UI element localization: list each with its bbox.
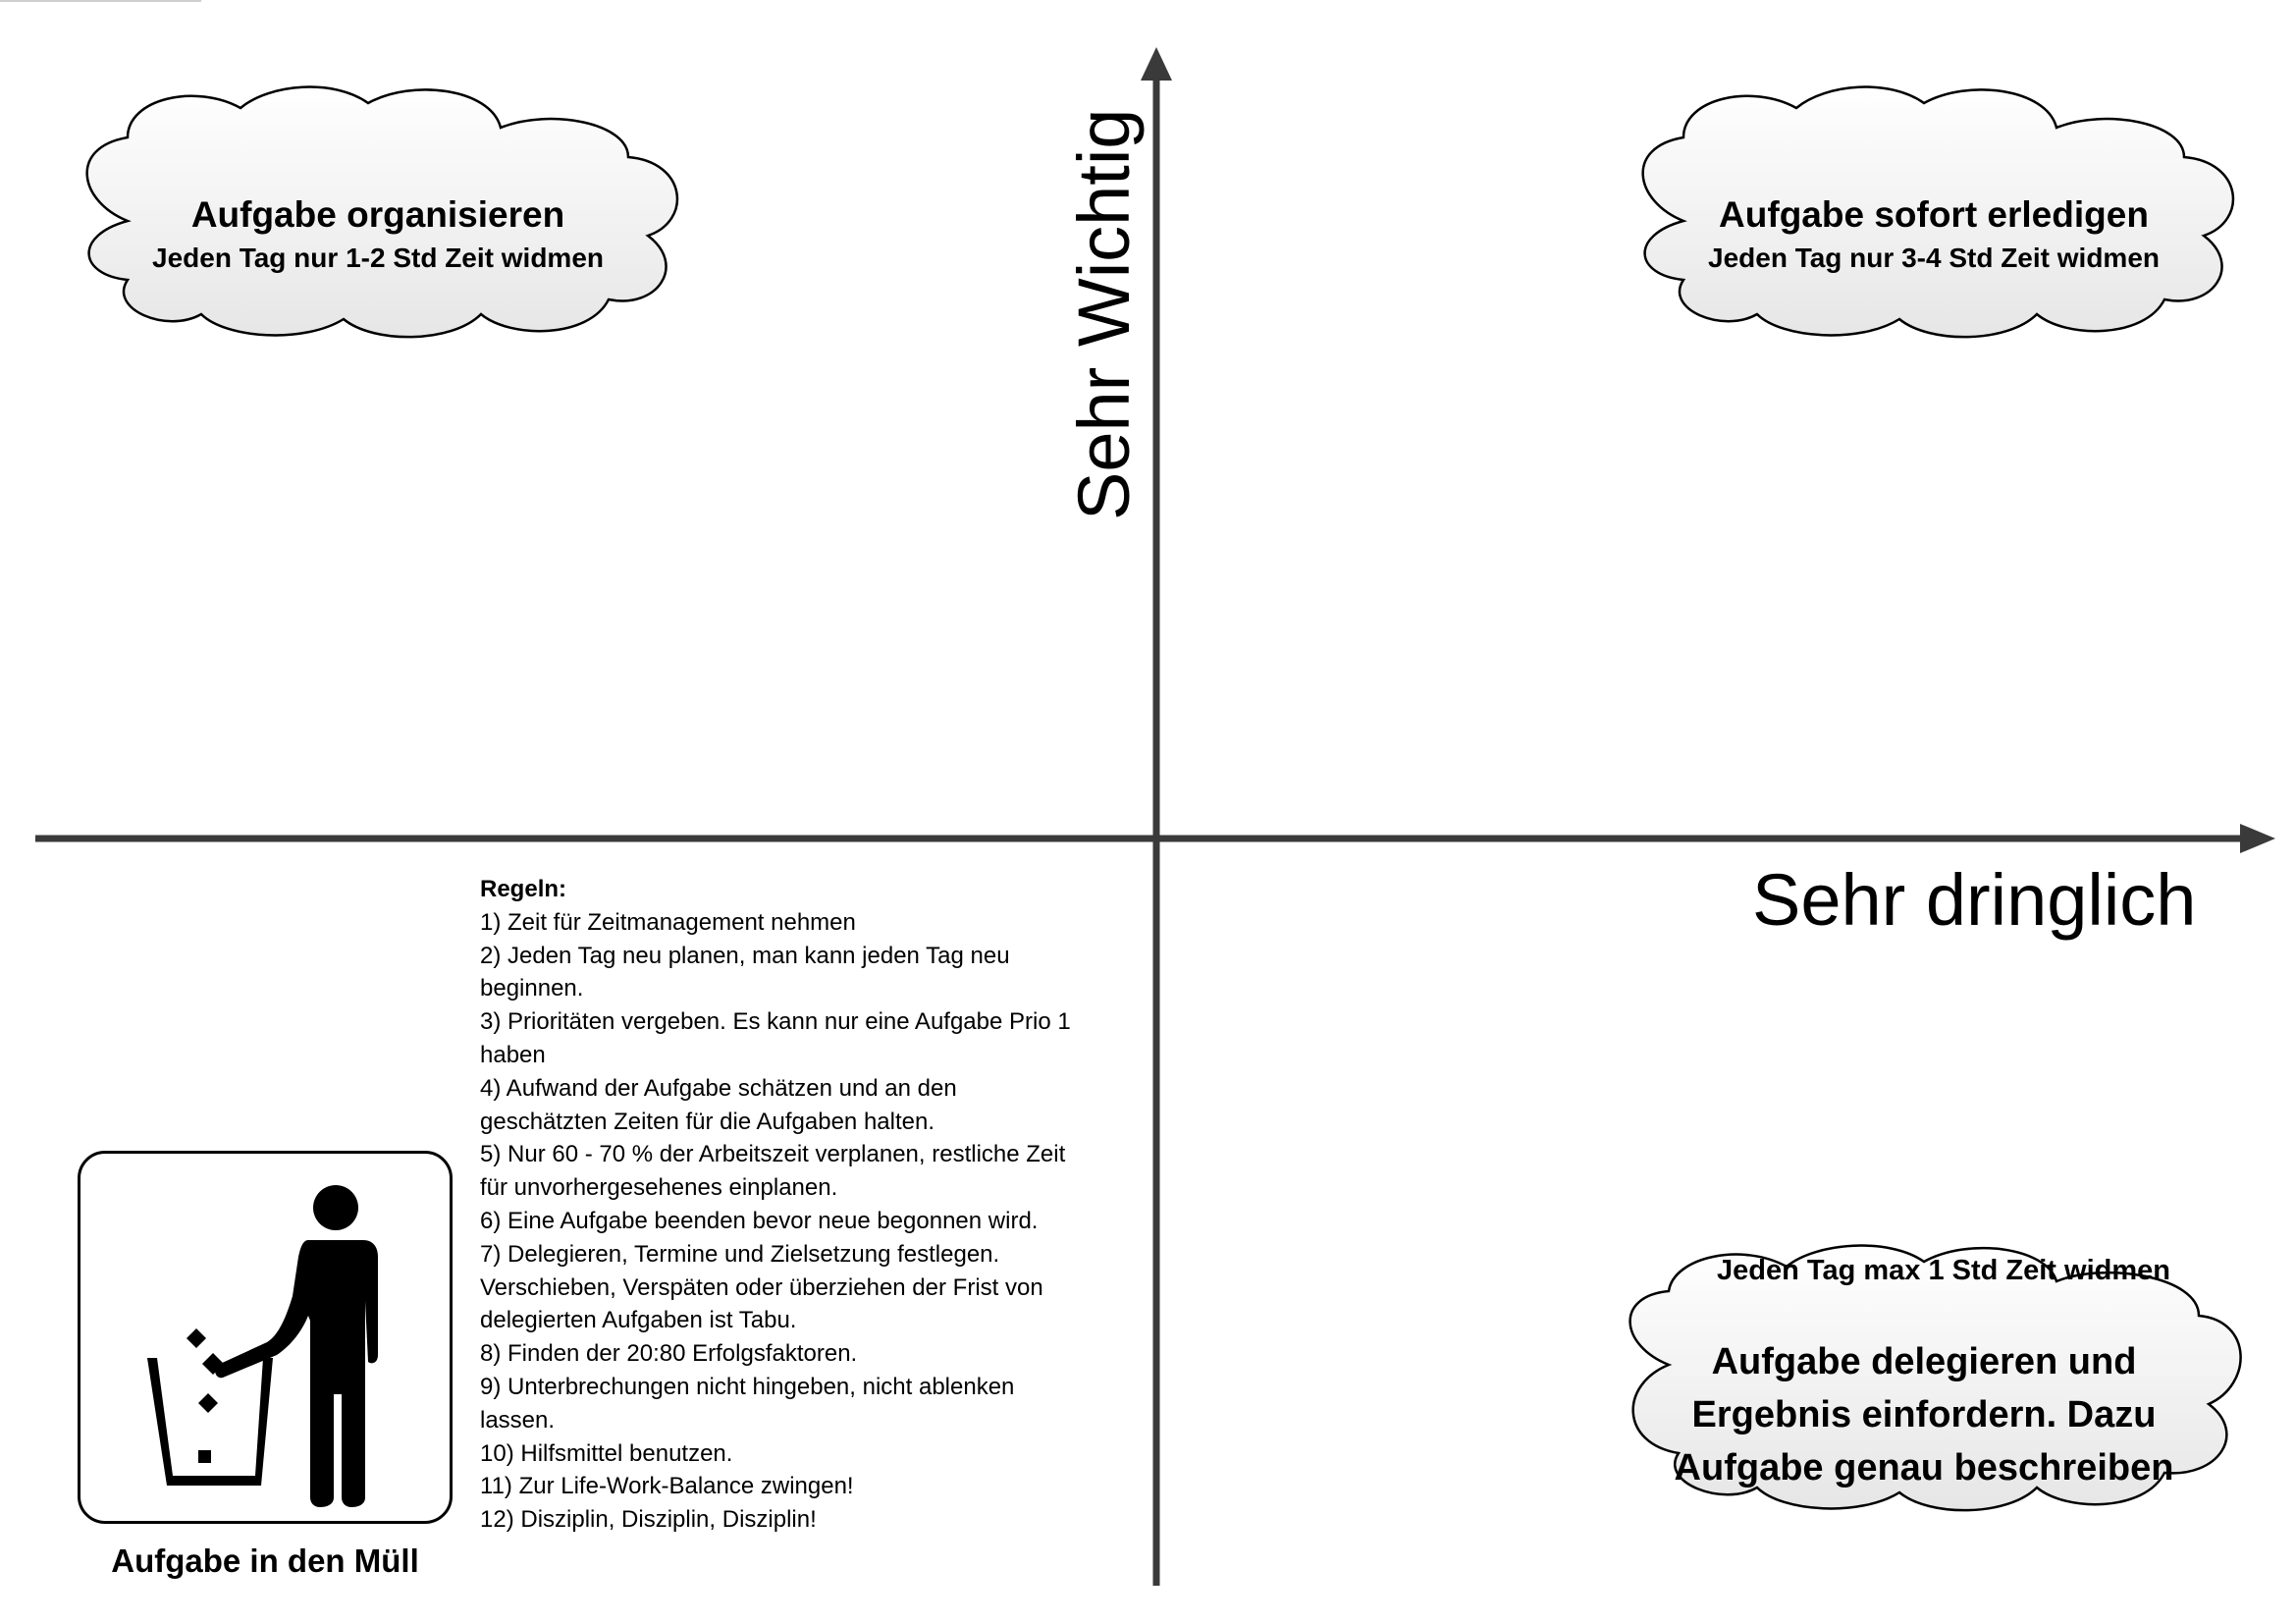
rule-line: delegierten Aufgaben ist Tabu.: [480, 1307, 797, 1334]
rule-line: 5) Nur 60 - 70 % der Arbeitszeit verplanen, restliche Zeit: [480, 1141, 1066, 1168]
quadrant-delegate-text: [1610, 1335, 2238, 1494]
rules-block: [480, 873, 1128, 1537]
rule-line: 10) Hilfsmittel benutzen.: [480, 1439, 733, 1467]
rule-line: 11) Zur Life-Work-Balance zwingen!: [480, 1473, 854, 1500]
rule-line: 8) Finden der 20:80 Erfolgsfaktoren.: [480, 1340, 858, 1368]
organize-title: Aufgabe organisieren: [190, 194, 565, 235]
rule-line: 6) Eine Aufgabe beenden bevor neue begonnen wird.: [480, 1207, 1039, 1234]
rule-line: 1) Zeit für Zeitmanagement nehmen: [480, 908, 856, 936]
do-now-subtitle: Jeden Tag nur 3-4 Std Zeit widmen: [1708, 243, 2160, 273]
quadrant-organize-text: [93, 191, 663, 278]
rule-line: für unvorhergesehenes einplanen.: [480, 1174, 838, 1202]
trash-person-icon-graphic: [80, 1154, 450, 1521]
rule-line: lassen.: [480, 1406, 556, 1434]
delegate-caption: Jeden Tag max 1 Std Zeit widmen: [1717, 1255, 2170, 1286]
quadrant-do-now-text: [1649, 191, 2218, 278]
y-axis-label: Sehr Wichtig: [1063, 108, 1145, 520]
rule-line: 9) Unterbrechungen nicht hingeben, nicht ablenken: [480, 1373, 1015, 1400]
trash-caption: Aufgabe in den Müll: [111, 1543, 419, 1579]
rule-line: beginnen.: [480, 975, 584, 1002]
delegate-title-line-1: Aufgabe delegieren und: [1711, 1341, 2137, 1382]
rule-line: 4) Aufwand der Aufgabe schätzen und an den: [480, 1074, 957, 1102]
organize-subtitle: Jeden Tag nur 1-2 Std Zeit widmen: [152, 243, 604, 273]
rule-line: Verschieben, Verspäten oder überziehen der Frist von: [480, 1273, 1043, 1301]
rule-line: 7) Delegieren, Termine und Zielsetzung festlegen.: [480, 1240, 1000, 1268]
x-axis-label: Sehr dringlich: [1752, 859, 2197, 941]
trash-person-icon: [78, 1151, 453, 1524]
rules-title: Regeln:: [480, 876, 567, 902]
delegate-title-line-3: Aufgabe genau beschreiben: [1674, 1447, 2174, 1489]
rule-line: geschätzten Zeiten für die Aufgaben halten.: [480, 1108, 934, 1135]
rules-list: [480, 906, 1128, 1537]
rule-line: 12) Disziplin, Disziplin, Disziplin!: [480, 1506, 817, 1534]
delegate-title-line-2: Ergebnis einfordern. Dazu: [1691, 1394, 2157, 1435]
y-axis: [1141, 47, 1172, 1586]
rule-line: haben: [480, 1041, 546, 1068]
rule-line: 2) Jeden Tag neu planen, man kann jeden Tag neu: [480, 942, 1010, 969]
do-now-title: Aufgabe sofort erledigen: [1719, 194, 2149, 235]
rule-line: 3) Prioritäten vergeben. Es kann nur eine Aufgabe Prio 1: [480, 1008, 1071, 1036]
